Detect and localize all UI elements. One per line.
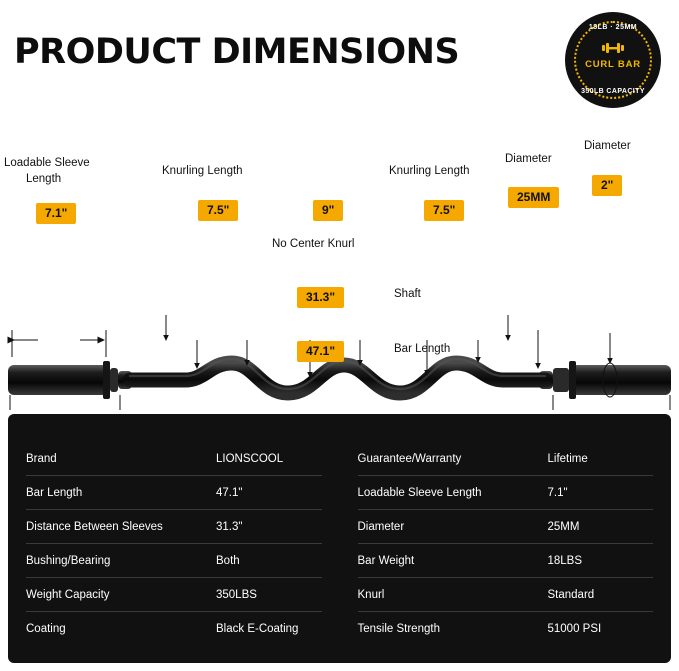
- label-shaft: Shaft: [394, 288, 421, 300]
- badge-top-text: 18LB · 25MM: [588, 24, 638, 31]
- badge-title-text: CURL BAR: [585, 59, 641, 70]
- spec-key: Brand: [26, 452, 57, 465]
- page-title: PRODUCT DIMENSIONS: [14, 32, 460, 72]
- table-row: [358, 510, 654, 544]
- label-knurling-length-right: Knurling Length: [389, 165, 470, 177]
- value-loadable-sleeve-length: 7.1": [36, 203, 76, 224]
- spec-key: Knurl: [357, 588, 385, 601]
- table-row: [358, 442, 654, 476]
- spec-key: Diameter: [357, 520, 405, 533]
- dimension-diagram: [0, 125, 679, 410]
- label-diameter-2in: Diameter: [584, 140, 631, 152]
- table-row: [26, 612, 322, 645]
- spec-value: Black E-Coating: [216, 622, 299, 635]
- label-bar-length: Bar Length: [394, 343, 451, 355]
- specs-column-right: [340, 428, 672, 653]
- specs-table: [8, 414, 671, 663]
- spec-value: 51000 PSI: [547, 622, 602, 635]
- diagram-svg: [0, 125, 679, 410]
- spec-value: 31.3": [216, 520, 243, 533]
- spec-value: LIONSCOOL: [216, 452, 284, 465]
- label-no-center-knurl: No Center Knurl: [272, 238, 355, 250]
- spec-value: 350LBS: [216, 588, 257, 601]
- curl-bar-badge: [565, 12, 661, 108]
- spec-value: Both: [216, 554, 240, 567]
- value-shaft: 31.3": [297, 287, 344, 308]
- label-loadable-sleeve-length-line1: Loadable Sleeve: [4, 157, 90, 169]
- table-row: [358, 578, 654, 612]
- value-knurling-length-right: 7.5": [424, 200, 464, 221]
- label-knurling-length-left: Knurling Length: [162, 165, 243, 177]
- table-row: [358, 612, 654, 645]
- label-loadable-sleeve-length-line2: Length: [26, 173, 62, 185]
- label-diameter-25mm: Diameter: [505, 153, 552, 165]
- spec-key: Tensile Strength: [357, 622, 440, 635]
- spec-value: Lifetime: [547, 452, 588, 465]
- value-knurling-length-left: 7.5": [198, 200, 238, 221]
- spec-value: 47.1": [216, 486, 243, 499]
- table-row: [26, 578, 322, 612]
- spec-value: 25MM: [547, 520, 580, 533]
- spec-key: Loadable Sleeve Length: [357, 486, 482, 499]
- spec-key: Bar Weight: [357, 554, 415, 567]
- specs-column-left: [8, 428, 340, 653]
- table-row: [26, 476, 322, 510]
- badge-bottom-text: 350LB CAPACITY: [581, 88, 645, 95]
- spec-key: Bushing/Bearing: [26, 554, 111, 567]
- spec-key: Guarantee/Warranty: [357, 452, 462, 465]
- spec-value: 7.1": [547, 486, 568, 499]
- table-row: [26, 442, 322, 476]
- spec-value: 18LBS: [547, 554, 583, 567]
- value-no-center-knurl: 9": [313, 200, 343, 221]
- barbell-icon: [602, 37, 624, 57]
- table-row: [358, 476, 654, 510]
- table-row: [26, 544, 322, 578]
- value-bar-length: 47.1": [297, 341, 344, 362]
- table-row: [26, 510, 322, 544]
- spec-key: Weight Capacity: [26, 588, 110, 601]
- value-diameter-25mm: 25MM: [508, 187, 559, 208]
- value-diameter-2in: 2": [592, 175, 622, 196]
- spec-value: Standard: [547, 588, 595, 601]
- table-row: [358, 544, 654, 578]
- spec-key: Distance Between Sleeves: [26, 520, 163, 533]
- spec-key: Bar Length: [26, 486, 83, 499]
- spec-key: Coating: [26, 622, 66, 635]
